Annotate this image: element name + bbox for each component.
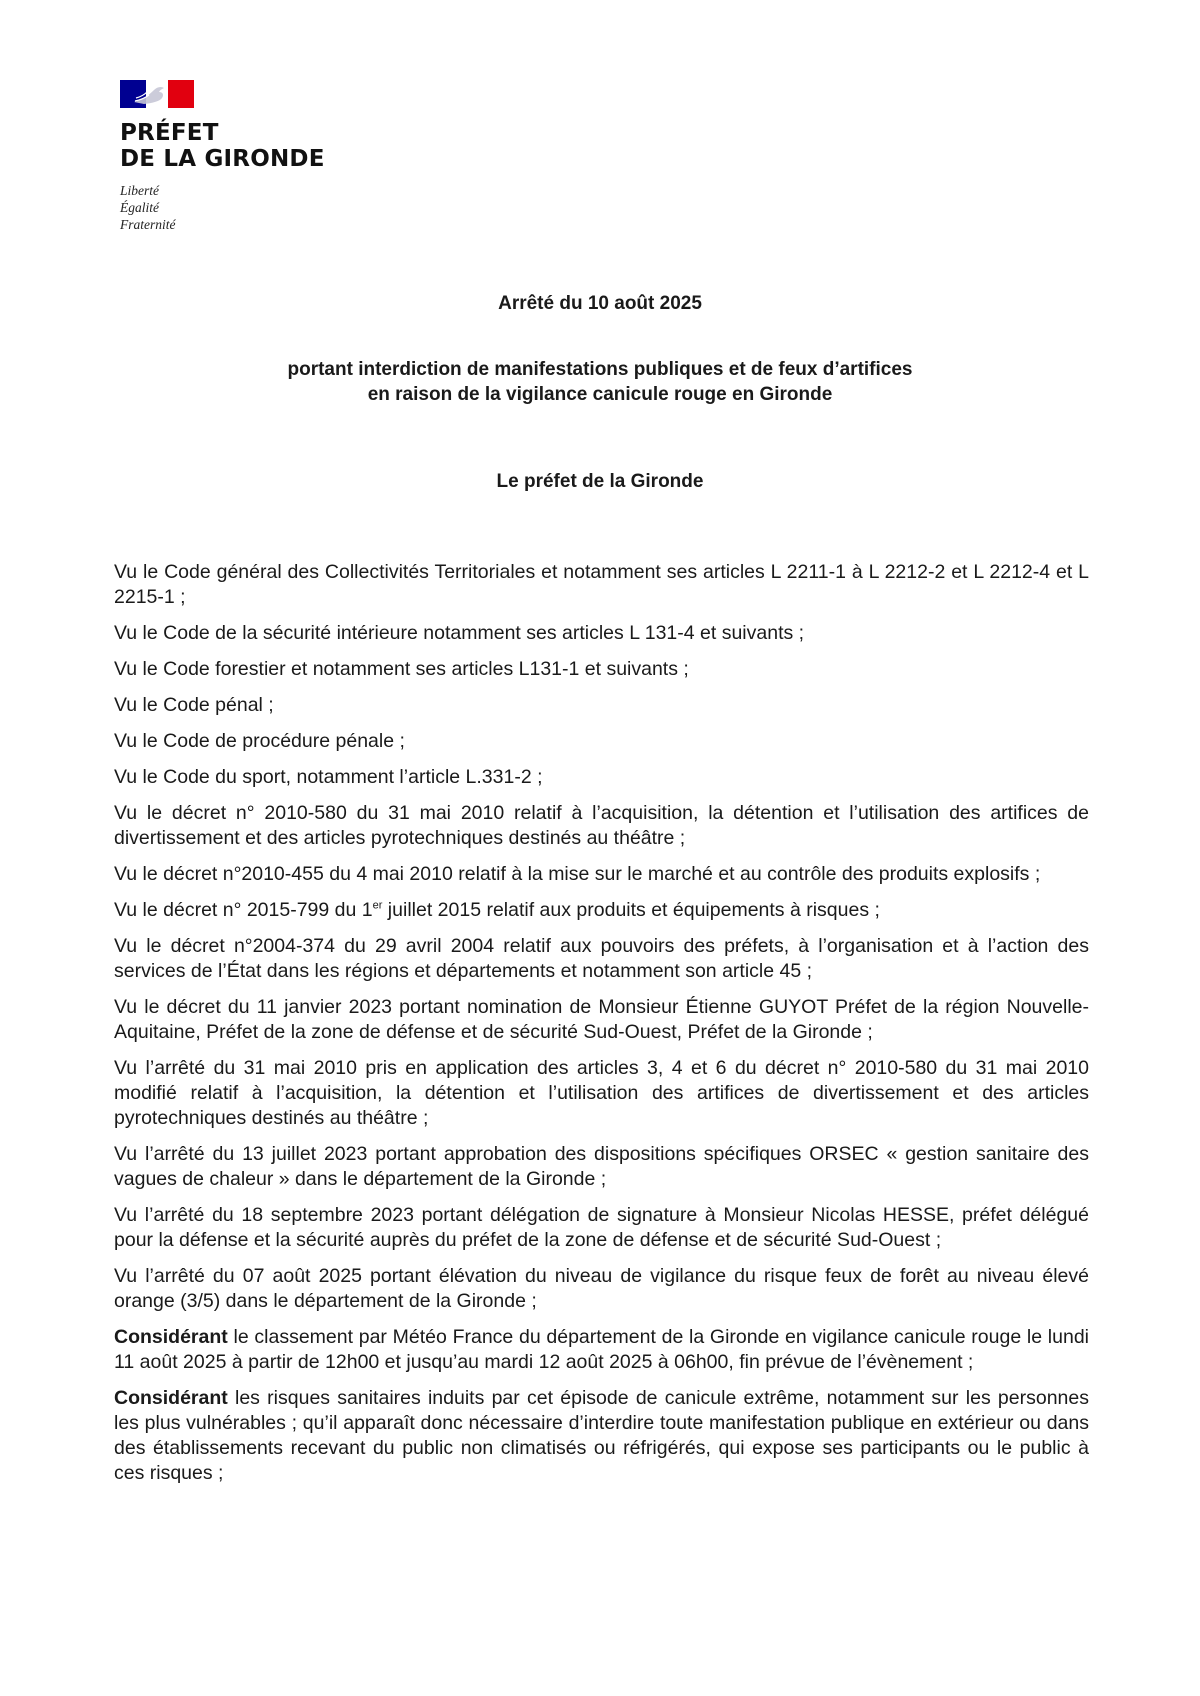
visa-paragraph: Vu le décret n°2004-374 du 29 avril 2004 relatif aux pouvoirs des préfets, à l’organisation et à l’action des services de l’État dans les régions et départements et notamment son article 45 ; [114,935,1089,982]
prefect-title-line-1: PRÉFET [120,120,219,146]
prefecture-logo-block [120,80,360,233]
visa-paragraph: Vu l’arrêté du 13 juillet 2023 portant approbation des dispositions spécifiques ORSEC « gestion sanitaire des vagues de chaleur » dans le département de la Gironde ; [114,1143,1089,1190]
visa-paragraph: Vu le décret n° 2010-580 du 31 mai 2010 relatif à l’acquisition, la détention et l’utilisation des artifices de divertissement et des articles pyrotechniques destinés au théâtre ; [114,802,1089,849]
visa-paragraph: Vu le Code de procédure pénale ; [114,730,405,752]
considerant-keyword: Considérant [114,1326,228,1348]
marianne-flag-icon [120,80,194,108]
paragraph-text: juillet 2015 relatif aux produits et équipements à risques ; [382,899,880,921]
visa-paragraph: Vu le décret n°2010-455 du 4 mai 2010 relatif à la mise sur le marché et au contrôle des produits explosifs ; [114,863,1041,885]
paragraph-text: le classement par Météo France du département de la Gironde en vigilance canicule rouge le lundi 11 août 2025 à partir de 12h00 et jusqu’au mardi 12 août 2025 à 06h00, fin prévue de l’évènement ; [114,1326,1089,1373]
visa-paragraph: Vu le Code pénal ; [114,694,274,716]
visa-paragraph [114,898,1089,923]
decree-subject-line-2: en raison de la vigilance canicule rouge en Gironde [367,384,833,405]
prefect-title [120,120,360,172]
paragraph-text: Vu le décret n° 2015-799 du 1 [114,899,373,921]
issuing-authority: Le préfet de la Gironde [496,471,704,492]
republic-motto [120,182,360,233]
visa-paragraph: Vu le Code du sport, notamment l’article L.331-2 ; [114,766,543,788]
motto-liberte: Liberté [120,183,159,198]
visa-paragraph: Vu le Code général des Collectivités Territoriales et notamment ses articles L 2211-1 à L 2212-2 et L 2212-4 et L 2215-1 ; [114,561,1089,608]
considerant-paragraph [114,1386,1089,1486]
considerant-keyword: Considérant [114,1387,228,1409]
decree-body [114,560,1089,1497]
prefect-title-line-2: DE LA GIRONDE [120,146,325,172]
decree-title: Arrêté du 10 août 2025 [498,293,702,314]
visa-paragraph: Vu le décret du 11 janvier 2023 portant nomination de Monsieur Étienne GUYOT Préfet de la région Nouvelle-Aquitaine, Préfet de la zone de défense et de sécurité Sud-Ouest, Préfet de la Gironde ; [114,996,1089,1043]
considerant-paragraph [114,1325,1089,1375]
paragraph-text: les risques sanitaires induits par cet épisode de canicule extrême, notamment sur les personnes les plus vulnérables ; qu’il apparaît donc nécessaire d’interdire toute manifestation publique en extérieur ou dans des établissements recevant du public non climatisés ou réfrigérés, qui expose ses participants ou le public à ces risques ; [114,1387,1089,1484]
visa-paragraph: Vu l’arrêté du 18 septembre 2023 portant délégation de signature à Monsieur Nicolas HESSE, préfet délégué pour la défense et la sécurité auprès du préfet de la zone de défense et de sécurité Sud-Ouest ; [114,1204,1089,1251]
ordinal-superscript: er [372,899,383,912]
visa-paragraph: Vu l’arrêté du 31 mai 2010 pris en application des articles 3, 4 et 6 du décret n° 2010-580 du 31 mai 2010 modifié relatif à l’acquisition, la détention et l’utilisation des artifices de divertissement et des articles pyrotechniques destinés au théâtre ; [114,1057,1089,1129]
decree-subject [0,357,1200,407]
visa-paragraph: Vu l’arrêté du 07 août 2025 portant élévation du niveau de vigilance du risque feux de forêt au niveau élevé orange (3/5) dans le département de la Gironde ; [114,1265,1089,1312]
motto-egalite: Égalité [120,200,159,215]
visa-paragraph: Vu le Code de la sécurité intérieure notamment ses articles L 131-4 et suivants ; [114,622,805,644]
decree-subject-line-1: portant interdiction de manifestations publiques et de feux d’artifices [287,359,913,380]
visa-paragraph: Vu le Code forestier et notamment ses articles L131-1 et suivants ; [114,658,689,680]
motto-fraternite: Fraternité [120,217,176,232]
